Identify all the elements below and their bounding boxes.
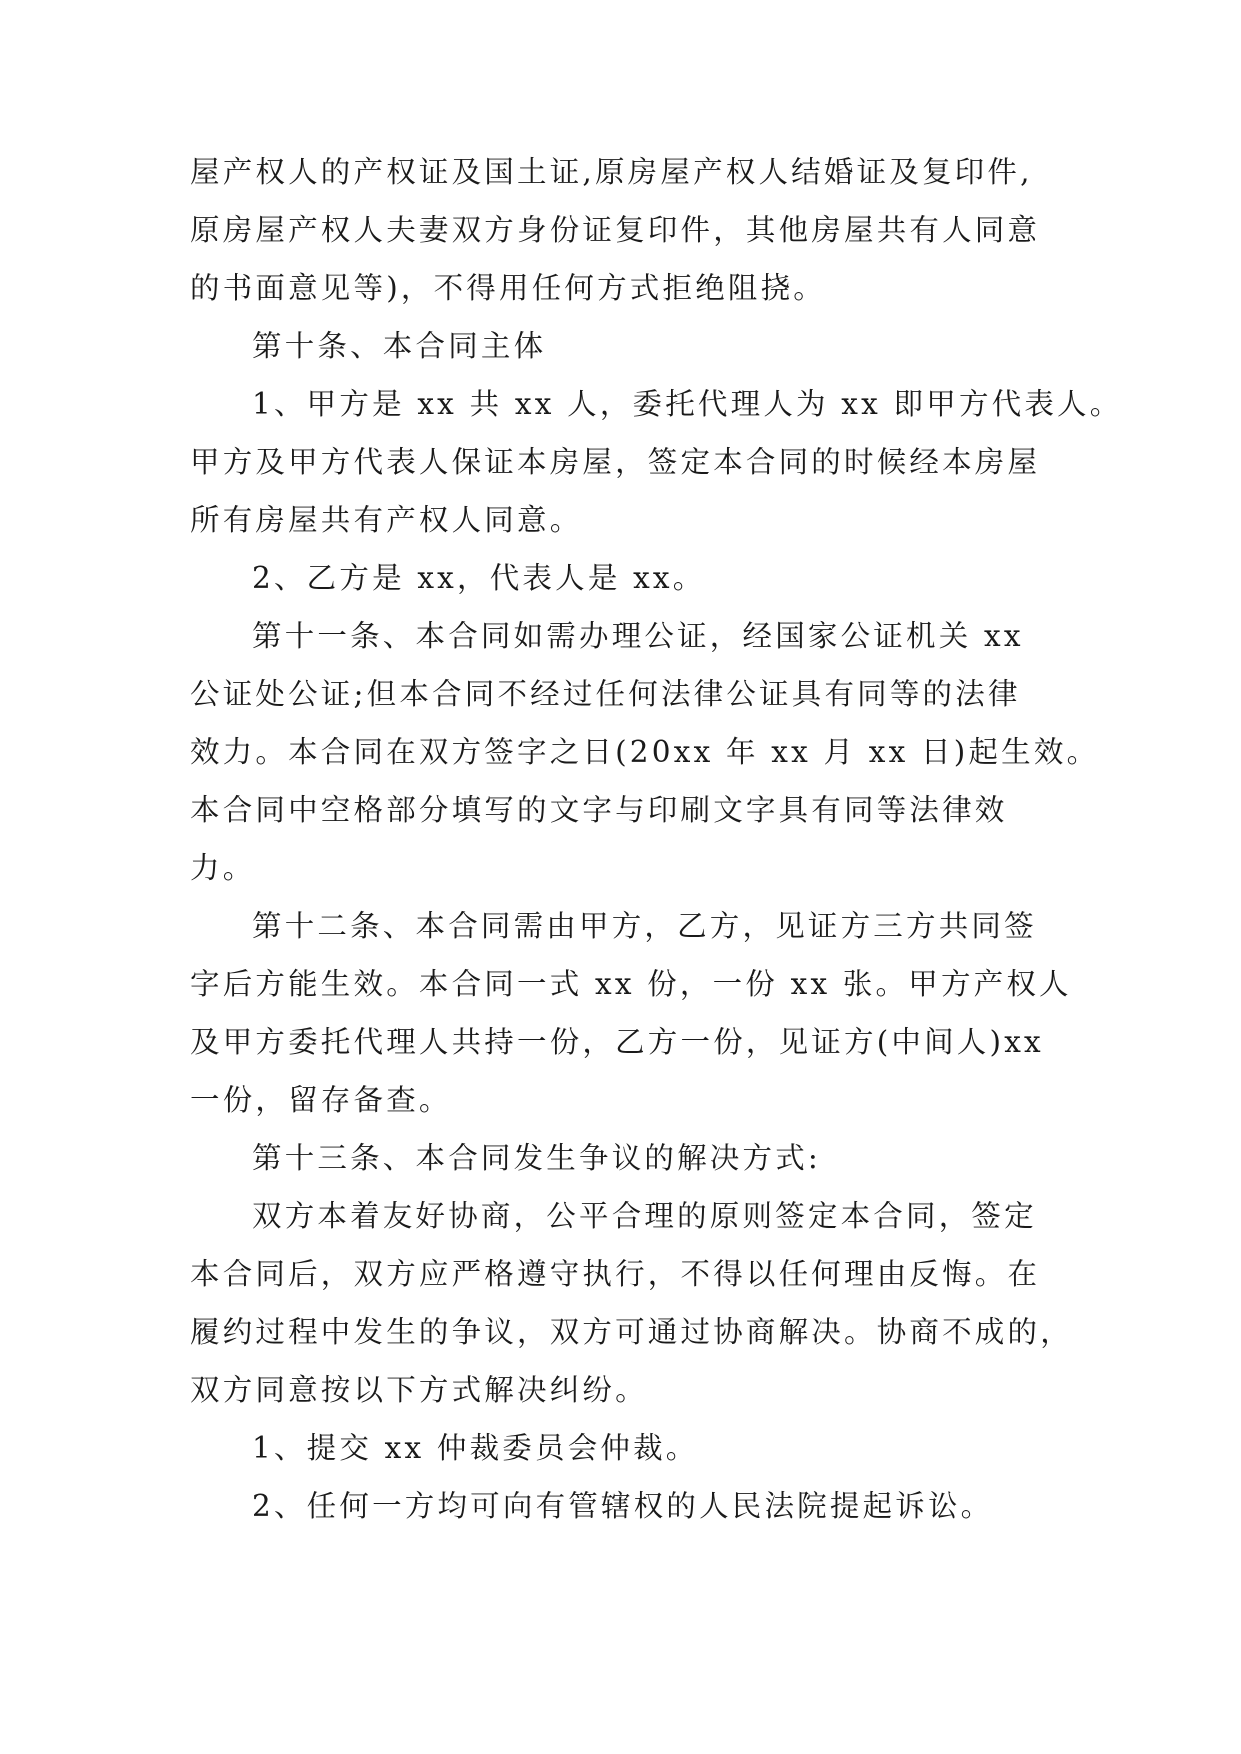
text-line: 2、乙方是 xx，代表人是 xx。 (252, 561, 706, 595)
list-item: 1、提交 xx 仲裁委员会仲裁。 (252, 1431, 699, 1465)
text-line: 履约过程中发生的争议，双方可通过协商解决。协商不成的， (190, 1315, 1073, 1349)
text-line: 公证处公证;但本合同不经过任何法律公证具有同等的法律 (190, 677, 1021, 711)
article-heading: 第十三条、本合同发生争议的解决方式: (252, 1141, 822, 1175)
text-line: 及甲方委托代理人共持一份，乙方一份，见证方(中间人)xx (190, 1025, 1044, 1059)
text-line: 力。 (190, 851, 256, 885)
text-line: 屋产权人的产权证及国土证,原房屋产权人结婚证及复印件, (190, 155, 1033, 189)
text-line: 所有房屋共有产权人同意。 (190, 503, 583, 537)
text-line: 的书面意见等)，不得用任何方式拒绝阻挠。 (190, 271, 827, 305)
article-heading: 第十二条、本合同需由甲方，乙方，见证方三方共同签 (252, 909, 1037, 943)
text-line: 本合同中空格部分填写的文字与印刷文字具有同等法律效 (190, 793, 1008, 827)
text-line: 1、甲方是 xx 共 xx 人，委托代理人为 xx 即甲方代表人。 (252, 387, 1123, 421)
list-item: 2、任何一方均可向有管辖权的人民法院提起诉讼。 (252, 1489, 994, 1523)
text-line: 字后方能生效。本合同一式 xx 份，一份 xx 张。甲方产权人 (190, 967, 1072, 1001)
text-line: 双方同意按以下方式解决纠纷。 (190, 1373, 648, 1407)
text-line: 原房屋产权人夫妻双方身份证复印件，其他房屋共有人同意 (190, 213, 1041, 247)
text-line: 双方本着友好协商，公平合理的原则签定本合同，签定 (252, 1199, 1037, 1233)
article-heading: 第十条、本合同主体 (252, 329, 547, 363)
text-line: 一份，留存备查。 (190, 1083, 452, 1117)
article-heading: 第十一条、本合同如需办理公证，经国家公证机关 xx (252, 619, 1024, 653)
text-line: 甲方及甲方代表人保证本房屋，签定本合同的时候经本房屋 (190, 445, 1041, 479)
text-line: 本合同后，双方应严格遵守执行，不得以任何理由反悔。在 (190, 1257, 1041, 1291)
text-line: 效力。本合同在双方签字之日(20xx 年 xx 月 xx 日)起生效。 (190, 735, 1100, 769)
